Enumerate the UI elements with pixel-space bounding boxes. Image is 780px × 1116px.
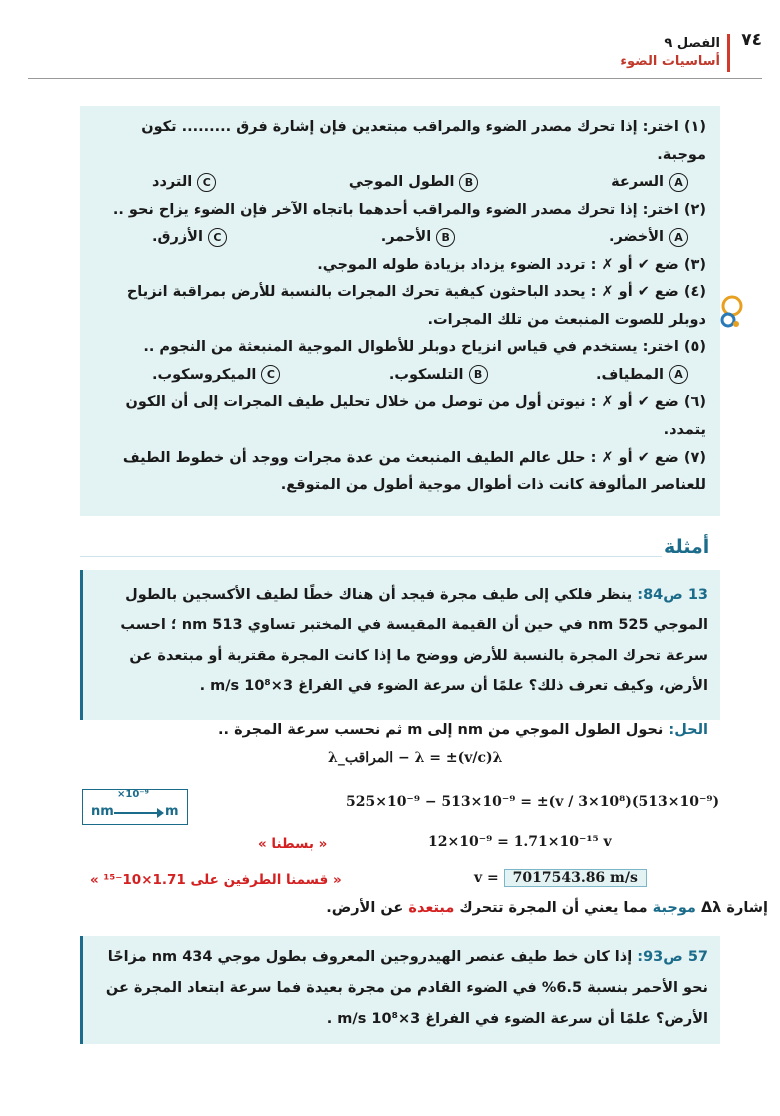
chapter-subtitle: أساسيات الضوء xyxy=(620,54,720,69)
option-a[interactable]: Aالأخضر. xyxy=(609,224,688,252)
header-accent-bar xyxy=(727,34,730,72)
example-1-ref: 13 ص84: xyxy=(637,587,708,603)
question-2: (٢) اختر: إذا تحرك مصدر الضوء والمراقب أحدهما باتجاه الآخر فإن الضوء يزاح نحو .. xyxy=(112,201,706,218)
examples-title: أمثلة xyxy=(664,536,710,558)
question-5-options xyxy=(92,362,706,390)
question-6: (٦) ضع ✔ أو ✗ : نيوتن أول من توصل من خلال تحليل طيف المجرات إلى أن الكون يتمدد. xyxy=(125,394,706,439)
equation-1: λ_المراقب − λ = ±(v/c)λ xyxy=(328,750,503,766)
solution-conclusion: إشارة Δλ موجبة مما يعني أن المجرة تتحرك مبتعدة عن الأرض. xyxy=(326,900,768,916)
equation-3: 12×10⁻⁹ = 1.71×10⁻¹⁵ v xyxy=(428,834,612,850)
option-a[interactable]: Aالسرعة xyxy=(611,169,688,197)
page-number: ٧٤ xyxy=(741,30,762,50)
example-1-text: ينظر فلكي إلى طيف مجرة فيجد أن هناك خطًا لطيف الأكسجين بالطول الموجي 525 nm في حين أن القيمة المقيسة في المختبر تساوي 513 nm ؛ احسب سرعة تحرك المجرة بالنسبة للأرض ووضح ما إذا كانت المجرة مقتربة أو مبتعدة عن الأرض، وكيف تعرف ذلك؟ علمًا أن سرعة الضوء في الفراغ 3×10⁸ m/s . xyxy=(120,587,708,695)
unit-conversion-box: nm ×10⁻⁹ m xyxy=(82,789,188,825)
example-2-box xyxy=(80,936,720,1044)
equation-4: v = 7017543.86 m/s xyxy=(474,870,647,886)
questions-box xyxy=(80,106,720,516)
question-4: (٤) ضع ✔ أو ✗ : يحدد الباحثون كيفية تحرك المجرات بالنسبة للأرض بمراقبة انزياح دوبلر للصوت المنبعث من تلك المجرات. xyxy=(126,284,706,328)
solution-block xyxy=(80,720,720,930)
question-5: (٥) اختر: يستخدم في قياس انزياح دوبلر للأطوال الموجية المنبعثة من النجوم .. xyxy=(143,339,706,356)
option-c[interactable]: Cالميكروسكوب. xyxy=(152,362,280,390)
examples-divider xyxy=(80,556,662,557)
thinking-head-icon xyxy=(718,292,744,332)
example-2-text: إذا كان خط طيف عنصر الهيدروجين المعروف بطول موجي 434 nm مزاحًا نحو الأحمر بنسبة 6.5% في الضوء القادم من مجرة بعيدة فما سرعة ابتعاد المجرة عن الأرض؟ علمًا أن سرعة الضوء في الفراغ 3×10⁸ m/s . xyxy=(105,949,708,1028)
option-b[interactable]: Bالأحمر. xyxy=(381,224,455,252)
question-1-options xyxy=(92,169,706,197)
example-2-ref: 57 ص93: xyxy=(637,949,708,965)
question-1: (١) اختر: إذا تحرك مصدر الضوء والمراقب مبتعدين فإن إشارة فرق ......... تكون موجبة. xyxy=(141,119,706,163)
answer-highlight: 7017543.86 m/s xyxy=(504,869,647,887)
option-b[interactable]: Bالتلسكوب. xyxy=(389,362,488,390)
equation-2: 525×10⁻⁹ − 513×10⁻⁹ = ±(v / 3×10⁸)(513×10⁻⁹) xyxy=(346,794,720,810)
solution-label: الحل: xyxy=(668,722,708,738)
arrow-right-icon xyxy=(114,812,162,814)
note-divided: « قسمنا الطرفين على 1.71×10⁻¹⁵ » xyxy=(90,872,342,888)
header-divider xyxy=(28,78,762,79)
option-b[interactable]: Bالطول الموجي xyxy=(349,169,479,197)
question-2-options xyxy=(92,224,706,252)
question-3: (٣) ضع ✔ أو ✗ : تردد الضوء يزداد بزيادة طوله الموجي. xyxy=(317,256,706,273)
question-7: (٧) ضع ✔ أو ✗ : حلل عالم الطيف المنبعث من عدة مجرات ووجد أن خطوط الطيف للعناصر المألوفة كانت ذات أطوال موجية أطول من المتوقع. xyxy=(122,449,706,494)
solution-intro: نحول الطول الموجي من nm إلى m ثم نحسب سرعة المجرة .. xyxy=(218,722,664,738)
note-simplified: « بسطنا » xyxy=(258,836,328,852)
chapter-title: الفصل ٩ xyxy=(664,36,720,51)
option-c[interactable]: Cالأزرق. xyxy=(152,224,227,252)
option-c[interactable]: Cالتردد xyxy=(152,169,216,197)
example-1-box xyxy=(80,570,720,720)
option-a[interactable]: Aالمطياف. xyxy=(596,362,688,390)
